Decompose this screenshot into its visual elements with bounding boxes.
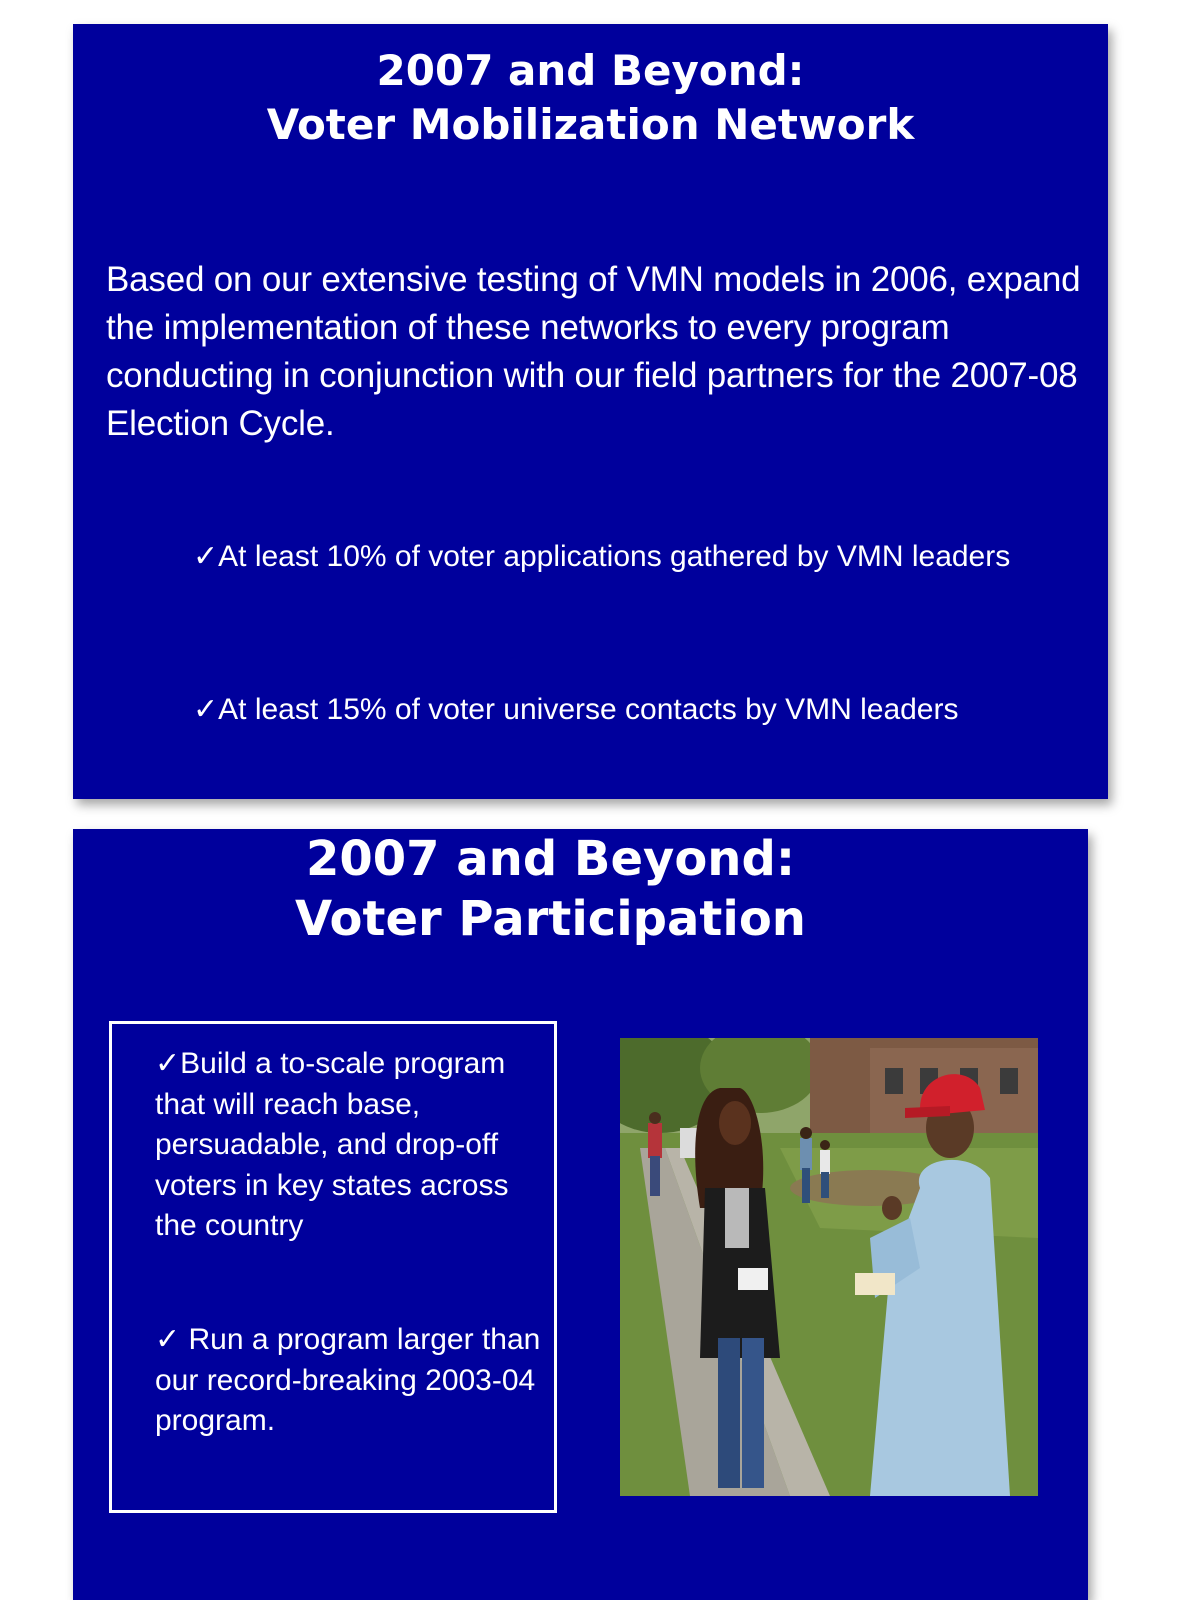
slide2-title-line1: 2007 and Beyond: — [305, 831, 796, 887]
slide2-title-line2: Voter Participation — [295, 891, 806, 947]
slide-voter-mobilization-network — [73, 24, 1108, 799]
canvassing-photo-illustration — [620, 1038, 1038, 1496]
canvassing-photo — [620, 1038, 1038, 1496]
slide1-title-line1: 2007 and Beyond: — [376, 46, 805, 95]
slide2-bullet-build-program: ✓Build a to-scale program that will reach base, persuadable, and drop-off voters in key states across the country — [155, 1047, 509, 1242]
slide1-title — [73, 44, 1108, 152]
slide1-bullet-applications: ✓At least 10% of voter applications gathered by VMN leaders — [193, 540, 1011, 573]
slide1-body-text: Based on our extensive testing of VMN models in 2006, expand the implementation of these networks to every program conducting in conjunction with our field partners for the 2007-08 Election Cycle. — [106, 260, 1081, 443]
bullet-text-box — [109, 1021, 557, 1513]
slide2-title — [43, 829, 1058, 949]
slide1-bullet-contacts: ✓At least 15% of voter universe contacts by VMN leaders — [193, 693, 959, 726]
slide-voter-participation — [73, 829, 1088, 1600]
slide1-title-line2: Voter Mobilization Network — [266, 100, 915, 149]
slide2-bullet-run-program: ✓ Run a program larger than our record-breaking 2003-04 program. — [155, 1323, 541, 1437]
